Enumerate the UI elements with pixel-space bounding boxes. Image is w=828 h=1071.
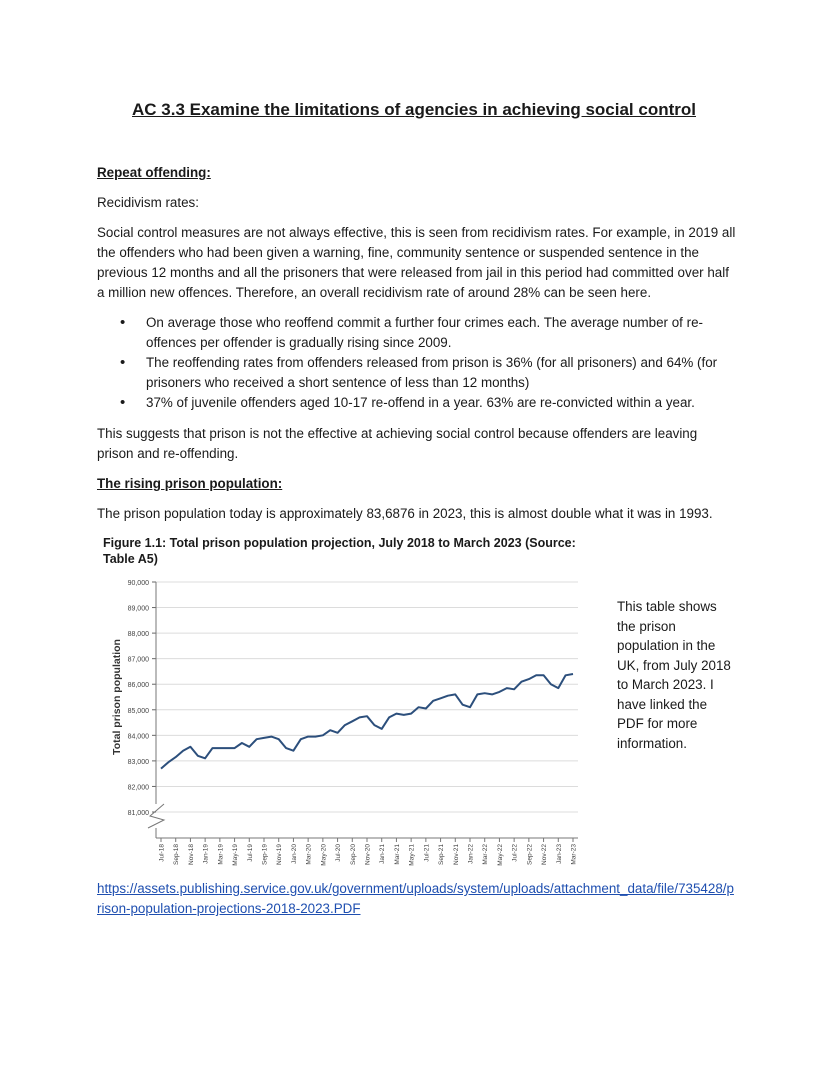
x-tick-label: Jul-20 (335, 844, 343, 862)
chart-x-ticks (159, 838, 578, 866)
y-tick-label: 87,000 (127, 656, 149, 664)
chart-y-ticks (128, 580, 156, 817)
x-tick-label: Mar-19 (217, 844, 225, 865)
x-tick-label: May-20 (320, 844, 328, 866)
y-tick-label: 88,000 (127, 631, 149, 639)
y-tick-label: 84,000 (127, 733, 149, 741)
x-tick-label: Nov-19 (276, 844, 284, 865)
recidivism-paragraph: Social control measures are not always effective, this is seen from recidivism rates. For example, in 2019 all the offenders who had been given a warning, fine, community sentence or suspended sentence in the previous 12 months and all the prisoners that were released from jail in this period had committed over half a million new offences. Therefore, an overall recidivism rate of around 28% can be seen here. (97, 225, 736, 300)
x-tick-label: Jan-23 (555, 844, 563, 864)
y-tick-label: 86,000 (127, 682, 149, 690)
y-tick-label: 83,000 (127, 758, 149, 766)
x-tick-label: Mar-22 (482, 844, 490, 865)
prison-population-heading: The rising prison population: (97, 476, 283, 491)
figure-caption: Figure 1.1: Total prison population projection, July 2018 to March 2023 (Source: Table A5) (103, 536, 576, 566)
recidivism-bullet-list (97, 313, 737, 413)
x-tick-label: Mar-20 (305, 844, 313, 865)
x-tick-label: Jan-22 (467, 844, 475, 864)
bullet-item: • On average those who reoffend commit a further four crimes each. The average number of re-offences per offender is gradually rising since 2009. (97, 313, 737, 353)
x-tick-label: Jul-22 (511, 844, 519, 862)
y-tick-label: 81,000 (127, 810, 149, 817)
bullet-item: • The reoffending rates from offenders released from prison is 36% (for all prisoners) and 64% (for prisoners who received a short sentence of less than 12 months) (97, 353, 737, 393)
chart-series (161, 674, 573, 769)
x-tick-label: Sep-20 (349, 844, 357, 865)
x-tick-label: May-19 (232, 844, 240, 866)
y-axis-label: Total prison population (111, 639, 123, 755)
page-title: AC 3.3 Examine the limitations of agencies in achieving social control (132, 100, 696, 119)
x-tick-label: Jan-21 (379, 844, 387, 864)
bullet-item: • 37% of juvenile offenders aged 10-17 re-offend in a year. 63% are re-convicted within a year. (97, 393, 737, 413)
x-tick-label: Sep-19 (261, 844, 269, 865)
x-tick-label: Nov-22 (541, 844, 549, 865)
x-tick-label: Mar-21 (393, 844, 401, 865)
x-tick-label: Jul-18 (158, 844, 166, 862)
prison-population-paragraph: The prison population today is approximately 83,6876 in 2023, this is almost double what it was in 1993. (97, 506, 713, 521)
y-tick-label: 90,000 (127, 580, 149, 587)
x-tick-label: Jan-19 (202, 844, 210, 864)
x-tick-label: Jul-21 (423, 844, 431, 862)
prison-population-chart (100, 570, 590, 870)
chart-side-note: This table shows the prison population in the UK, from July 2018 to March 2023. I have linked the PDF for more information. (617, 599, 731, 751)
repeat-offending-heading: Repeat offending: (97, 165, 211, 180)
x-tick-label: Sep-22 (526, 844, 534, 865)
recidivism-subheading: Recidivism rates: (97, 195, 199, 210)
x-tick-label: Nov-21 (452, 844, 460, 865)
y-tick-label: 89,000 (127, 605, 149, 613)
x-tick-label: Sep-21 (438, 844, 446, 865)
y-tick-label: 82,000 (127, 784, 149, 792)
x-tick-label: Jan-20 (290, 844, 298, 864)
x-tick-label: Nov-18 (187, 844, 195, 865)
chart-gridlines (156, 582, 578, 812)
population-series-line (161, 674, 573, 769)
axis-break-mark (148, 804, 164, 828)
x-tick-label: Sep-18 (173, 844, 181, 865)
recidivism-conclusion: This suggests that prison is not the effective at achieving social control because offenders are leaving prison and re-offending. (97, 426, 698, 461)
x-tick-label: May-22 (496, 844, 504, 866)
source-pdf-link[interactable]: https://assets.publishing.service.gov.uk/government/uploads/system/uploads/attachment_data/file/735428/prison-population-projections-2018-2023.PDF (97, 881, 734, 916)
x-tick-label: May-21 (408, 844, 416, 866)
x-tick-label: Jul-19 (246, 844, 254, 862)
y-tick-label: 85,000 (127, 707, 149, 715)
x-tick-label: Mar-23 (570, 844, 578, 865)
x-tick-label: Nov-20 (364, 844, 372, 865)
